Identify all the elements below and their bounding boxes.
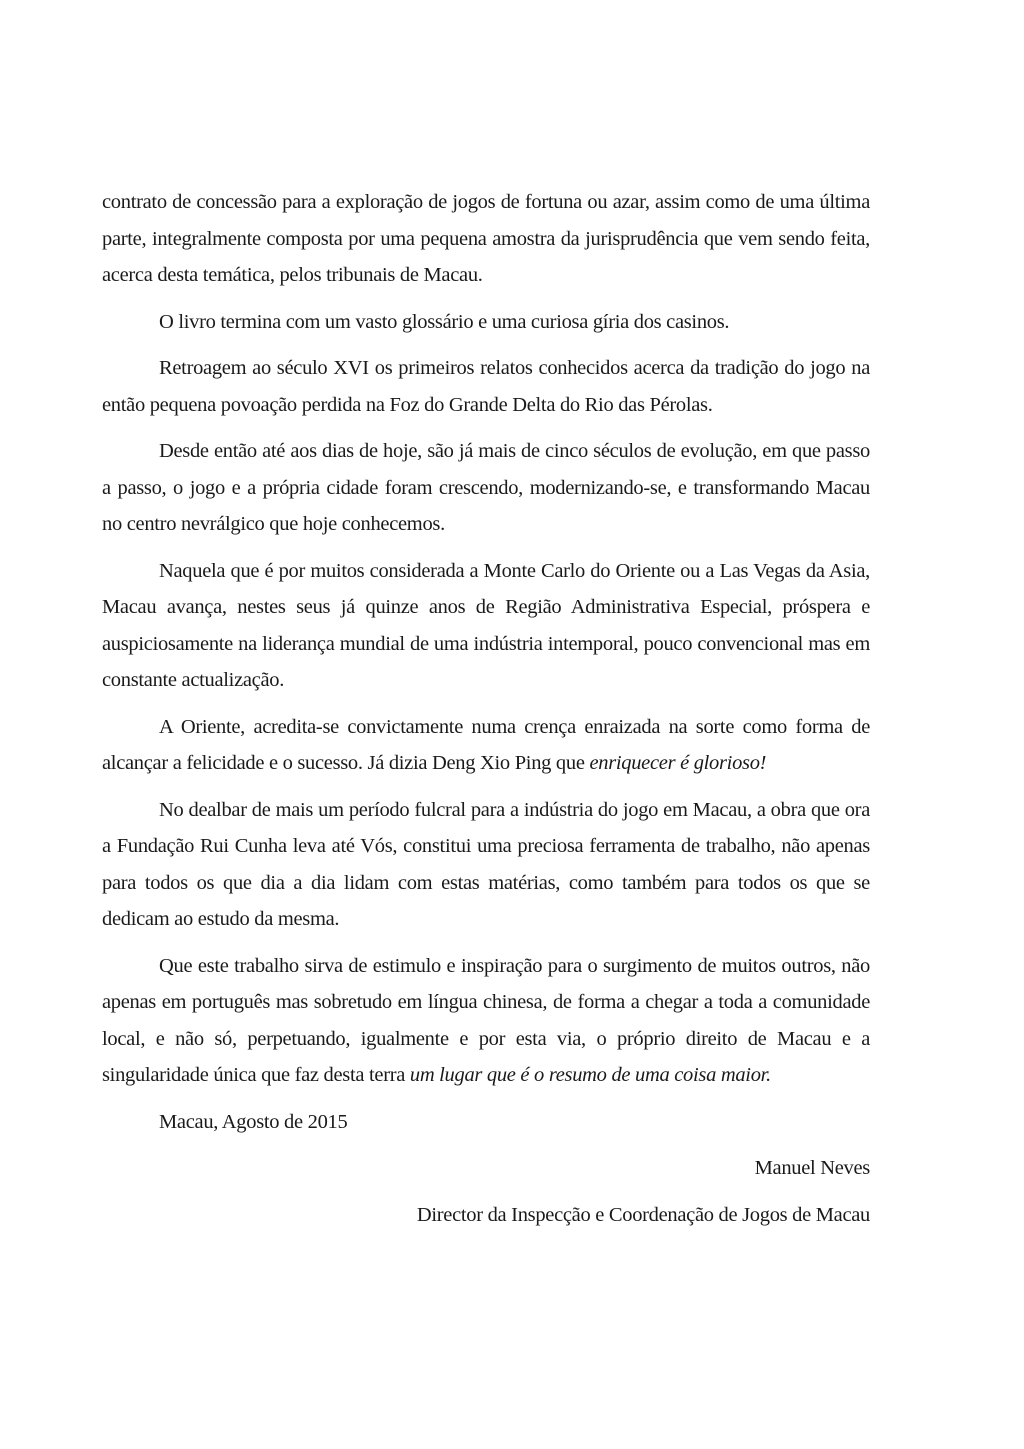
paragraph	[102, 553, 870, 699]
paragraph-text: contrato de concessão para a exploração de jogos de fortuna ou azar, assim como de uma última parte, integralmente composta por uma pequena amostra da jurisprudência que vem sendo feita, acerca desta temática, pelos tribunais de Macau.	[102, 191, 870, 286]
paragraph-text: No dealbar de mais um período fulcral para a indústria do jogo em Macau, a obra que ora a Fundação Rui Cunha leva até Vós, constitui uma preciosa ferramenta de trabalho, não apenas para todos os que dia a dia lidam com estas matérias, como também para todos os que se dedicam ao estudo da mesma.	[102, 798, 870, 930]
paragraph-text: O livro termina com um vasto glossário e uma curiosa gíria dos casinos.	[159, 310, 730, 333]
paragraph	[102, 948, 870, 1094]
paragraph	[102, 433, 870, 543]
italic-text: um lugar que é o resumo de uma coisa maior.	[409, 1064, 771, 1086]
document-page	[102, 184, 870, 1233]
paragraph-text: Retroagem ao século XVI os primeiros relatos conhecidos acerca da tradição do jogo na então pequena povoação perdida na Foz do Grande Delta do Rio das Pérolas.	[102, 357, 870, 416]
paragraph	[102, 184, 870, 294]
italic-text: enriquecer é glorioso!	[589, 752, 767, 774]
paragraph-text: Que este trabalho sirva de estimulo e inspiração para o surgimento de muitos outros, não apenas em português mas sobretudo em língua chinesa, de forma a chegar a toda a comunidade local, e não só, perpetuando, igualmente e por esta via, o próprio direito de Macau e a singularidade única que faz desta terra	[102, 954, 870, 1086]
signature-role: Director da Inspecção e Coordenação de Jogos de Macau	[416, 1203, 870, 1226]
paragraph-text: Naquela que é por muitos considerada a Monte Carlo do Oriente ou a Las Vegas da Asia, Macau avança, nestes seus já quinze anos de Região Administrativa Especial, próspera e auspiciosamente na liderança mundial de uma indústria intemporal, pouco convencional mas em constante actualização.	[102, 559, 870, 691]
paragraph	[102, 350, 870, 423]
signature-name: Manuel Neves	[754, 1157, 870, 1179]
paragraph	[102, 304, 870, 341]
paragraph-text: A Oriente, acredita-se convictamente numa crença enraizada na sorte como forma de alcançar a felicidade e o sucesso. Já dizia Deng Xio Ping que	[102, 715, 870, 774]
dateline: Macau, Agosto de 2015	[159, 1110, 348, 1133]
paragraph-text: Desde então até aos dias de hoje, são já mais de cinco séculos de evolução, em que passo a passo, o jogo e a própria cidade foram crescendo, modernizando-se, e transformando Macau no centro nevrálgico que hoje conhecemos.	[102, 440, 870, 535]
paragraph	[102, 709, 870, 782]
body-text	[102, 184, 870, 1094]
paragraph	[102, 792, 870, 938]
